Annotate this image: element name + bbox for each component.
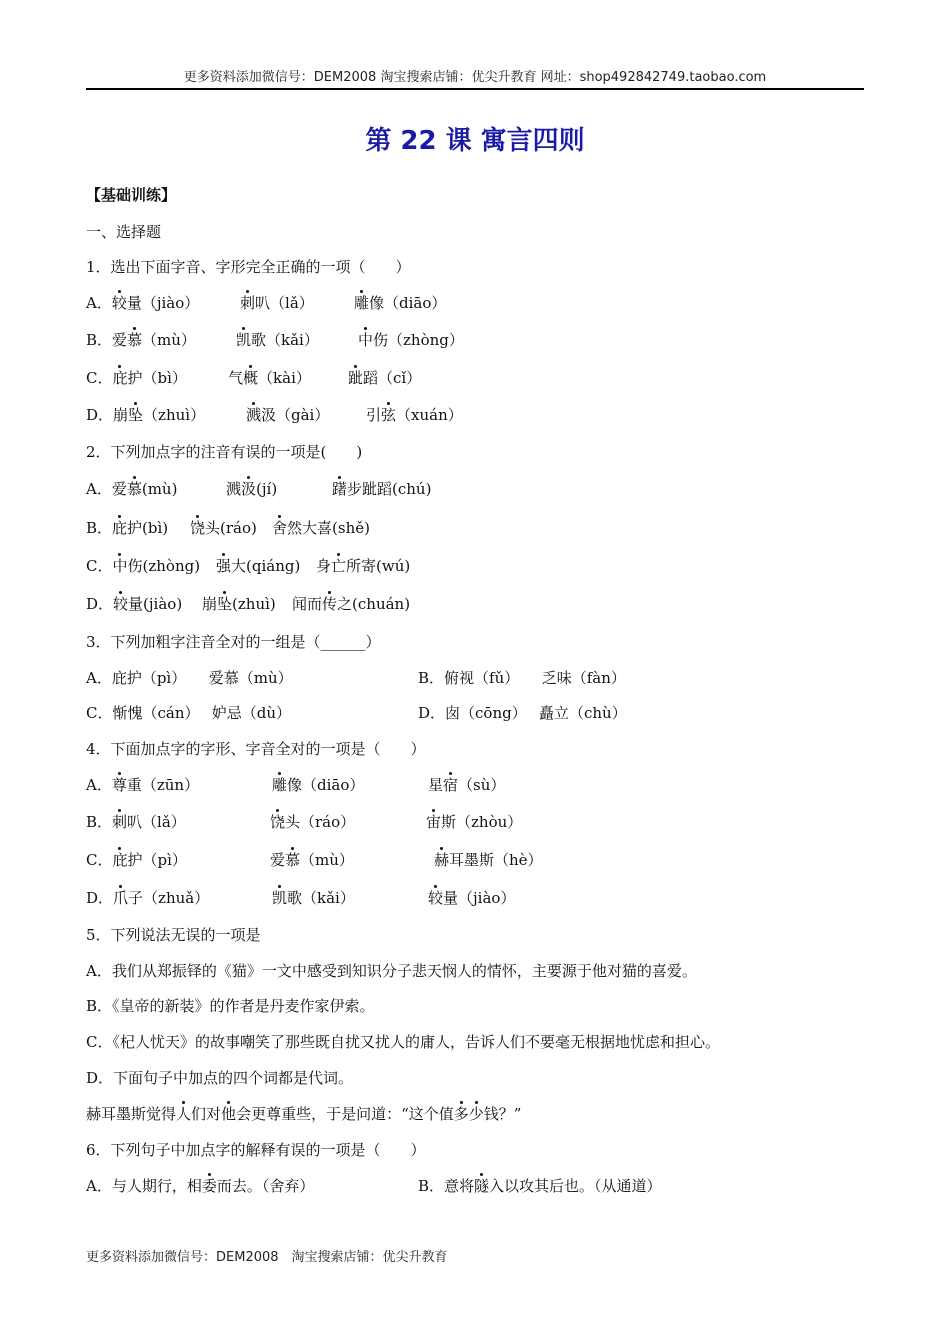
q1-option-a-3: 雕像（diāo）: [354, 294, 447, 312]
q2-option-c-3: 身亡所寄(wú): [316, 557, 411, 575]
q4-option-c-3: 赫耳墨斯（hè）: [434, 851, 543, 869]
q5-option-d: D．下面句子中加点的四个词都是代词。: [86, 1069, 354, 1087]
q1-option-d: D．崩坠（zhuì）: [86, 406, 206, 424]
q5-example-sentence: 赫耳墨斯觉得人们对他会更尊重些，于是问道：“这个值多少钱？”: [86, 1105, 522, 1123]
q2-option-b: B．庇护(bì): [86, 519, 169, 537]
q1-option-b-2: 凯歌（kǎi）: [236, 331, 319, 349]
q5-option-c: C．《杞人忧天》的故事嘲笑了那些既自扰又扰人的庸人，告诉人们不要毫无根据地忧虑和担心。: [86, 1033, 720, 1051]
q2-option-a: A．爱慕(mù): [86, 480, 178, 498]
q1-option-c-2: 气概（kài）: [228, 369, 311, 387]
q2-option-d-2: 崩坠(zhuì): [202, 595, 276, 613]
q4-option-c: C．庇护（pì）: [86, 851, 187, 869]
q3-option-a: A．庇护（pì） 爱慕（mù）: [86, 669, 293, 687]
q3-option-c: C．惭愧（cán） 妒忌（dù）: [86, 704, 292, 722]
q6-option-b: B．意将隧入以攻其后也。（从通道）: [418, 1177, 662, 1195]
page-header: 更多资料添加微信号：DEM2008 淘宝搜索店铺：优尖升教育 网址：shop492842749.taobao.com: [86, 66, 864, 90]
q3-option-b: B．俯视（fǔ） 乏味（fàn）: [418, 669, 626, 687]
q4-option-d: D．爪子（zhuǎ）: [86, 889, 210, 907]
q4-option-b-3: 宙斯（zhòu）: [426, 813, 523, 831]
q1-option-b: B．爱慕（mù）: [86, 331, 196, 349]
q4-option-a-2: 雕像（diāo）: [272, 776, 365, 794]
q1-option-b-3: 中伤（zhòng）: [358, 331, 464, 349]
q4-option-b: B．刺叭（lǎ）: [86, 813, 186, 831]
q4-option-d-2: 凯歌（kǎi）: [272, 889, 355, 907]
q2-option-b-3: 舍然大喜(shě): [272, 519, 370, 537]
lesson-title: 第 22 课 寓言四则: [365, 126, 585, 156]
q1-option-a: A．较量（jiào）: [86, 294, 200, 312]
q2-option-b-2: 饶头(ráo): [190, 519, 257, 537]
q2-option-a-3: 躇步跐蹈(chú): [332, 480, 432, 498]
q1-option-c: C．庇护（bì）: [86, 369, 187, 387]
page-footer: 更多资料添加微信号：DEM2008 淘宝搜索店铺：优尖升教育: [86, 1250, 448, 1265]
q4-option-a: A．尊重（zūn）: [86, 776, 200, 794]
q6-option-a: A．与人期行，相委而去。（舍弃）: [86, 1177, 315, 1195]
q4-option-d-3: 较量（jiào）: [428, 889, 516, 907]
q2-option-c: C．中伤(zhòng): [86, 557, 201, 575]
q1-option-a-2: 刺叭（lǎ）: [240, 294, 314, 312]
question-3-stem: 3．下列加粗字注音全对的一组是（______）: [86, 633, 381, 651]
q2-option-c-2: 强大(qiáng): [216, 557, 301, 575]
question-4-stem: 4．下面加点字的字形、字音全对的一项是（ ）: [86, 740, 426, 758]
question-5-stem: 5．下列说法无误的一项是: [86, 926, 261, 944]
q4-option-c-2: 爱慕（mù）: [270, 851, 354, 869]
q2-option-d-3: 闻而传之(chuán): [292, 595, 411, 613]
q1-option-d-3: 引弦（xuán）: [366, 406, 463, 424]
section-heading: 【基础训练】: [86, 186, 177, 204]
q5-option-b: B．《皇帝的新装》的作者是丹麦作家伊索。: [86, 997, 375, 1015]
question-1-stem: 1．选出下面字音、字形完全正确的一项（ ）: [86, 258, 411, 276]
q4-option-b-2: 饶头（ráo）: [270, 813, 356, 831]
q4-option-a-3: 星宿（sù）: [428, 776, 506, 794]
q5-option-a: A．我们从郑振铎的《猫》一文中感受到知识分子悲天悯人的情怀，主要源于他对猫的喜爱。: [86, 962, 697, 980]
q2-option-a-2: 溅汲(jí): [226, 480, 278, 498]
part-heading: 一、选择题: [86, 223, 162, 241]
question-6-stem: 6．下列句子中加点字的解释有误的一项是（ ）: [86, 1141, 426, 1159]
q3-option-d: D．囱（cōng） 矗立（chù）: [418, 704, 627, 722]
q1-option-d-2: 溅汲（gài）: [246, 406, 330, 424]
q1-option-c-3: 跐蹈（cǐ）: [348, 369, 422, 387]
q2-option-d: D．较量(jiào): [86, 595, 183, 613]
question-2-stem: 2．下列加点字的注音有误的一项是( ): [86, 443, 363, 461]
